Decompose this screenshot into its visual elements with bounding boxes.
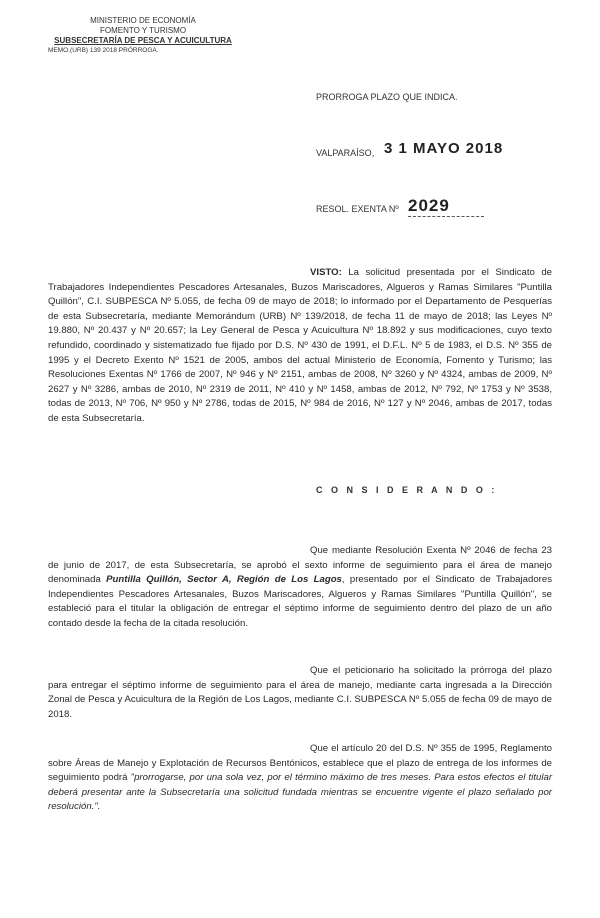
considerando-2-text: Que el peticionario ha solicitado la prórroga del plazo para entregar el séptimo informe de seguimiento para el área de manejo, mediante carta ingresada a la Dirección Zonal de Pesca y Acuicultura de la Región de Los Lagos, mediante C.I. SUBPESCA Nº 5.055 de fecha 09 de mayo de 2018. bbox=[48, 665, 552, 720]
considerando-1-text-b: , presentado por el Sindicato de Trabajadores Independientes Pescadores Artesanales, Buzos Mariscadores, Algueros y Ramas Similares "Puntilla Quillón", se estableció para el titular la obligación de entregar el séptimo informe de seguimiento dentro del plazo de un año contado desde la fecha de la citada resolución. bbox=[48, 574, 552, 629]
memo-reference: MEMO.(URB) 139 2018 PRÓRROGA. bbox=[48, 47, 159, 54]
visto-paragraph bbox=[48, 266, 552, 427]
visto-label: VISTO: bbox=[310, 267, 342, 278]
considerando-1 bbox=[48, 544, 552, 632]
subsecretaria-name: SUBSECRETARÍA DE PESCA Y ACUICULTURA bbox=[54, 36, 232, 45]
ministry-name: MINISTERIO DE ECONOMÍA bbox=[90, 16, 196, 25]
area-name: Puntilla Quillón, Sector A, Región de Los Lagos bbox=[106, 574, 342, 586]
visto-text: La solicitud presentada por el Sindicato de Trabajadores Independientes Pescadores Artesanales, Buzos Mariscadores, Algueros y Ramas Similares "Puntilla Quillón", C.I. SUBPESCA Nº 5.055, de fecha 09 de mayo de 2018; lo informado por el Departamento de Pesquerías de esta Subsecretaría, mediante Memorándum (URB) Nº 139/2018, de fecha 11 de mayo de 2018; las Leyes Nº 19.880, Nº 20.437 y Nº 20.657; la Ley General de Pesca y Acuicultura Nº 18.892 y sus modificaciones, cuyo texto refundido, coordinado y sistematizado fue fijado por D.S. Nº 430 de 1991, el D.F.L. Nº 5 de 1983, el D.S. Nº 355 de 1995 y el Decreto Exento Nº 1521 de 2005, ambos del actual Ministerio de Economía, Fomento y Turismo; las Resoluciones Exentas Nº 1766 de 2007, Nº 946 y Nº 2151, ambas de 2008, Nº 3260 y Nº 4324, ambas de 2009, Nº 2627 y Nº 3286, ambas de 2010, Nº 2319 de 2011, Nº 410 y Nº 1458, ambas de 2012, Nº 792, Nº 1753 y Nº 3538, todas de 2013, Nº 706, Nº 950 y Nº 2786, todas de 2015, Nº 984 de 2016, Nº 127 y Nº 2046, ambas de 2017, todas de esta Subsecretaría. bbox=[48, 267, 552, 424]
place-label: VALPARAÍSO, bbox=[316, 148, 375, 158]
considerando-3 bbox=[48, 742, 552, 815]
considerando-1-text-a: Que mediante Resolución Exenta Nº 2046 de fecha 23 de junio de 2017, de esta Subsecretaría, se aprobó el sexto informe de seguimiento para el área de manejo denominada bbox=[48, 545, 552, 586]
letterhead bbox=[48, 16, 238, 56]
ministry-name-2: FOMENTO Y TURISMO bbox=[99, 26, 187, 35]
considerando-3-text-a: Que el artículo 20 del D.S. Nº 355 de 1995, Reglamento sobre Áreas de Manejo y Explotación de Recursos Bentónicos, establece que el plazo de entrega de los informes de seguimiento podrá bbox=[48, 743, 552, 784]
considerando-heading: C O N S I D E R A N D O : bbox=[316, 485, 498, 495]
resolution-number: 2029 bbox=[408, 196, 484, 217]
considerando-2 bbox=[48, 664, 552, 722]
date-stamp: 3 1 MAYO 2018 bbox=[384, 140, 504, 157]
document-subject: PRORROGA PLAZO QUE INDICA. bbox=[316, 92, 458, 102]
resolution-label: RESOL. EXENTA Nº bbox=[316, 204, 399, 214]
regulation-quote: "prorrogarse, por una sola vez, por el término máximo de tres meses. Para estos efectos el titular deberá presentar ante la Subsecretaría una solicitud fundada mientras se encuentre vigente el plazo señalado por resolución.". bbox=[48, 772, 553, 813]
